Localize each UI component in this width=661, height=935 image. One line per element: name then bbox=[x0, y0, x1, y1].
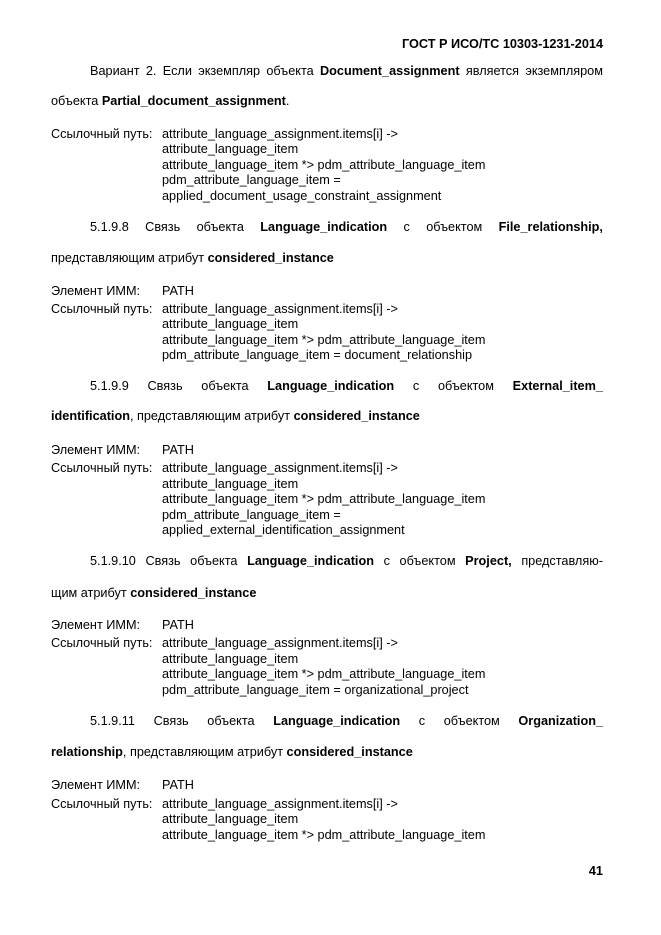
section-5198-heading: 5.1.9.8 Связь объекта Language_indication с объектом File_relationship, bbox=[90, 220, 603, 234]
document-header: ГОСТ Р ИСО/ТС 10303-1231-2014 bbox=[402, 37, 603, 51]
section-number: 5.1.9.9 bbox=[90, 379, 129, 393]
ref-path-label: Ссылочный путь: bbox=[51, 797, 153, 811]
path-line: applied_document_usage_constraint_assignment bbox=[162, 189, 442, 203]
entity-name: Document_assignment bbox=[320, 64, 460, 78]
word: является bbox=[465, 64, 520, 78]
path-line: attribute_language_assignment.items[i] -> bbox=[162, 636, 398, 650]
ref-path-label: Ссылочный путь: bbox=[51, 636, 153, 650]
page-number: 41 bbox=[588, 864, 603, 878]
entity-name: Language_indication bbox=[267, 379, 395, 393]
entity-name: identification bbox=[51, 409, 130, 423]
section-number: 5.1.9.11 bbox=[90, 714, 135, 728]
ref-path-label: Ссылочный путь: bbox=[51, 127, 153, 141]
entity-name: Language_indication bbox=[247, 554, 374, 568]
path-line: attribute_language_item bbox=[162, 477, 299, 491]
path-line: pdm_attribute_language_item = bbox=[162, 173, 341, 187]
section-number: 5.1.9.8 bbox=[90, 220, 129, 234]
path-line: pdm_attribute_language_item = document_relationship bbox=[162, 348, 472, 362]
word: экземпляр bbox=[198, 64, 261, 78]
element-label: Элемент ИММ: bbox=[51, 778, 141, 792]
entity-name: Partial_document_assignment bbox=[101, 94, 286, 108]
entity-name: Language_indication bbox=[260, 220, 388, 234]
attribute-name: considered_instance bbox=[207, 251, 334, 265]
ref-path-label: Ссылочный путь: bbox=[51, 461, 153, 475]
path-line: attribute_language_item *> pdm_attribute_language_item bbox=[162, 333, 486, 347]
section-51910-heading: 5.1.9.10 Связь объекта Language_indication с объектом Project, представляю- bbox=[90, 554, 603, 568]
path-line: attribute_language_item bbox=[162, 812, 299, 826]
attribute-name: considered_instance bbox=[286, 745, 413, 759]
section-51911-heading: 5.1.9.11 Связь объекта Language_indication с объектом Organization_ bbox=[90, 714, 603, 728]
element-value: PATH bbox=[162, 778, 194, 792]
element-label: Элемент ИММ: bbox=[51, 284, 141, 298]
attribute-name: considered_instance bbox=[293, 409, 420, 423]
section-number: 5.1.9.10 bbox=[90, 554, 136, 568]
path-line: pdm_attribute_language_item = bbox=[162, 508, 341, 522]
element-label: Элемент ИММ: bbox=[51, 443, 141, 457]
section-51910-line2: щим атрибут considered_instance bbox=[51, 586, 257, 600]
element-value: PATH bbox=[162, 284, 194, 298]
word: Вариант bbox=[90, 64, 140, 78]
path-line: attribute_language_assignment.items[i] -> bbox=[162, 797, 398, 811]
path-line: pdm_attribute_language_item = organizational_project bbox=[162, 683, 469, 697]
path-line: attribute_language_assignment.items[i] -> bbox=[162, 127, 398, 141]
path-line: attribute_language_assignment.items[i] -> bbox=[162, 302, 398, 316]
element-value: PATH bbox=[162, 618, 194, 632]
entity-name: Organization_ bbox=[518, 714, 603, 728]
path-line: attribute_language_item *> pdm_attribute_language_item bbox=[162, 492, 486, 506]
entity-name: File_relationship, bbox=[498, 220, 603, 234]
word: Если bbox=[162, 64, 192, 78]
word: объекта bbox=[266, 64, 314, 78]
variant2-line1 bbox=[90, 63, 603, 79]
path-line: attribute_language_item *> pdm_attribute_language_item bbox=[162, 828, 486, 842]
entity-name: Language_indication bbox=[273, 714, 401, 728]
element-label: Элемент ИММ: bbox=[51, 618, 141, 632]
path-line: attribute_language_item bbox=[162, 652, 299, 666]
attribute-name: considered_instance bbox=[130, 586, 257, 600]
entity-name: External_item_ bbox=[512, 379, 603, 393]
path-line: attribute_language_item *> pdm_attribute_language_item bbox=[162, 158, 486, 172]
path-line: attribute_language_item *> pdm_attribute_language_item bbox=[162, 667, 486, 681]
path-line: attribute_language_item bbox=[162, 142, 299, 156]
word: 2. bbox=[145, 64, 157, 78]
ref-path-label: Ссылочный путь: bbox=[51, 302, 153, 316]
word: экземпляром bbox=[525, 64, 603, 78]
path-line: applied_external_identification_assignment bbox=[162, 523, 405, 537]
section-5198-line2: представляющим атрибут considered_instance bbox=[51, 251, 334, 265]
entity-name: relationship bbox=[51, 745, 123, 759]
section-5199-heading: 5.1.9.9 Связь объекта Language_indication с объектом External_item_ bbox=[90, 379, 603, 393]
path-line: attribute_language_item bbox=[162, 317, 299, 331]
section-5199-line2: identification, представляющим атрибут considered_instance bbox=[51, 409, 420, 423]
variant2-line2: объекта Partial_document_assignment. bbox=[51, 94, 290, 108]
entity-name: Project, bbox=[465, 554, 512, 568]
section-51911-line2: relationship, представляющим атрибут considered_instance bbox=[51, 745, 413, 759]
element-value: PATH bbox=[162, 443, 194, 457]
path-line: attribute_language_assignment.items[i] -> bbox=[162, 461, 398, 475]
